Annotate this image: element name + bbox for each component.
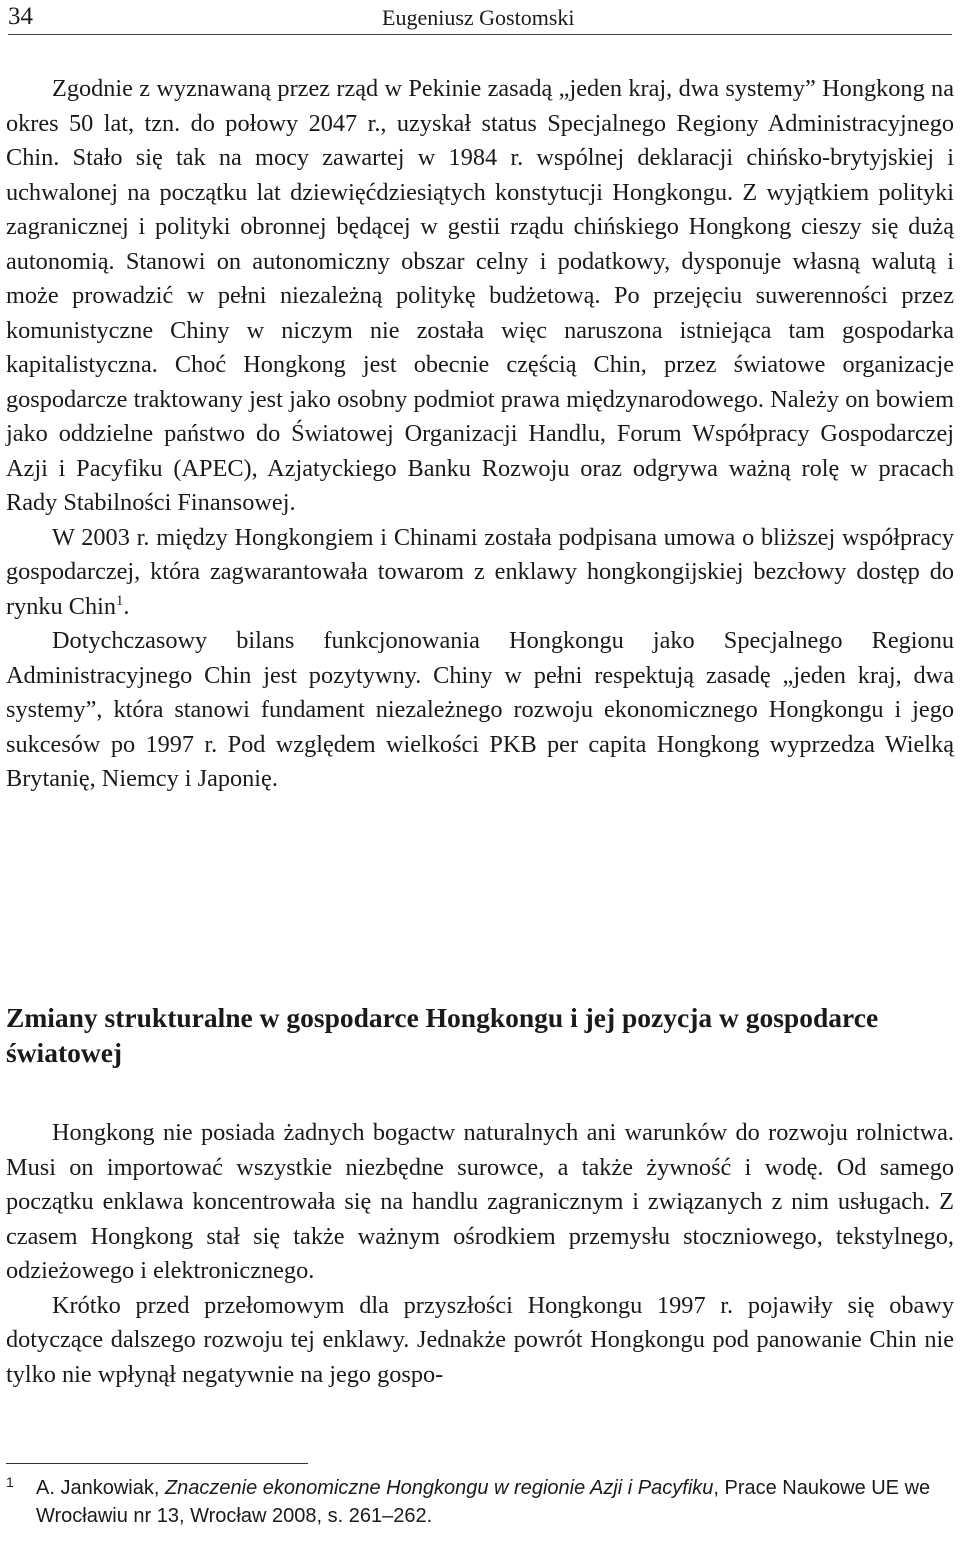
footnote-title: Znaczenie ekonomiczne Hongkongu w regionie Azji i Pacyfiku [164, 1477, 714, 1499]
footnote-ref[interactable]: 1 [116, 592, 124, 609]
body-section-2 [6, 1116, 954, 1392]
body-section-1 [6, 72, 954, 797]
footnote-divider [6, 1463, 308, 1464]
paragraph: Dotychczasowy bilans funkcjonowania Hongkongu jako Specjalnego Regionu Administracyjnego Chin jest pozytywny. Chiny w pełni respektują zasadę „jeden kraj, dwa systemy”, która stanowi fundament niezależnego rozwoju ekonomicznego Hongkongu i jego sukcesów po 1997 r. Pod względem wielkości PKB per capita Hongkong wyprzedza Wielką Brytanię, Niemcy i Japonię. [6, 627, 954, 792]
paragraph: Krótko przed przełomowym dla przyszłości Hongkongu 1997 r. pojawiły się obawy dotyczące dalszego rozwoju tej enklawy. Jednakże powrót Hongkongu pod panowanie Chin nie tylko nie wpłynął negatywnie na jego gospo- [6, 1291, 954, 1388]
page-header [8, 2, 952, 35]
page-number: 34 [8, 3, 33, 30]
running-title: Eugeniusz Gostomski [382, 5, 575, 30]
footnote-mark: 1 [6, 1474, 14, 1490]
footnote-text: A. Jankowiak, Znaczenie ekonomiczne Hongkongu w regionie Azji i Pacyfiku, Prace Naukowe UE we Wrocławiu nr 13, Wrocław 2008, s. 261–262. [36, 1477, 931, 1527]
paragraph: Hongkong nie posiada żadnych bogactw naturalnych ani warunków do rozwoju rolnictwa. Musi on importować wszystkie niezbędne surowce, a także żywność i wodę. Od samego początku enklawa koncentrowała się na handlu zagranicznym i związanych z nim usługach. Z czasem Hongkong stał się także ważnym ośrodkiem przemysłu stoczniowego, tekstylnego, odzieżowego i elektronicznego. [6, 1119, 954, 1284]
paragraph: W 2003 r. między Hongkongiem i Chinami została podpisana umowa o bliższej współpracy gospodarczej, która zagwarantowała towarom z enklawy hongkongijskiej bezcłowy dostęp do rynku Chin$^1$. [6, 523, 954, 620]
paragraph: Zgodnie z wyznawaną przez rząd w Pekinie zasadą „jeden kraj, dwa systemy” Hongkong na okres 50 lat, tzn. do połowy 2047 r., uzyskał status Specjalnego Regiony Administracyjnego Chin. Stało się tak na mocy zawartej w 1984 r. wspólnej deklaracji chińsko-brytyjskiej i uchwalonej na początku lat dziewięćdziesiątych konstytucji Hongkongu. Z wyjątkiem polityki zagranicznej i polityki obronnej będącej w gestii rządu chińskiego Hongkong cieszy się dużą autonomią. Stanowi on autonomiczny obszar celny i podatkowy, dysponuje własną walutą i może prowadzić w pełni niezależną politykę budżetową. Po przejęciu suwerenności przez komunistyczne Chiny w niczym nie została więc naruszona istniejąca tam gospodarka kapitalistyczna. Choć Hongkong jest obecnie częścią Chin, przez światowe organizacje gospodarcze traktowany jest jako osobny podmiot prawa międzynarodowego. Należy on bowiem jako oddzielne państwo do Światowej Organizacji Handlu, Forum Współpracy Gospodarczej Azji i Pacyfiku (APEC), Azjatyckiego Banku Rozwoju oraz odgrywa ważną rolę w pracach Rady Stabilności Finansowej. [6, 75, 954, 516]
section-heading: Zmiany strukturalne w gospodarce Hongkongu i jej pozycja w gospodarce światowej [6, 1002, 879, 1068]
footnote [6, 1474, 956, 1530]
